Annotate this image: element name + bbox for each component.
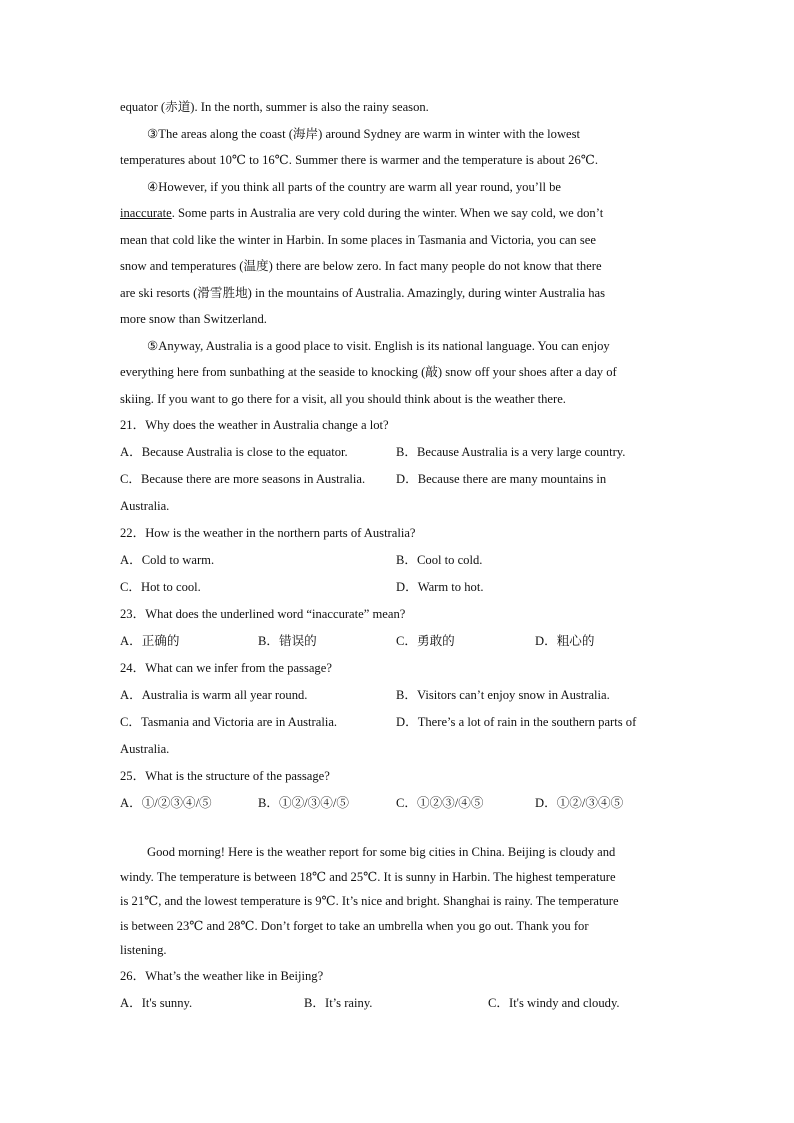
passage-line: everything here from sunbathing at the seaside to knocking (敲) snow off your shoes after a day of <box>120 365 617 379</box>
option-a: A．Australia is warm all year round. <box>120 688 308 702</box>
option-a: A．①/②③④/⑤ <box>120 796 212 810</box>
option-d-continuation: Australia. <box>120 742 170 756</box>
option-d: D．Warm to hot. <box>396 580 484 594</box>
question-stem: 21．Why does the weather in Australia change a lot? <box>120 418 389 432</box>
option-c: C．Because there are more seasons in Australia. <box>120 472 366 486</box>
options-row <box>120 574 676 601</box>
passage-line: more snow than Switzerland. <box>120 312 267 326</box>
option-b: B．①②/③④/⑤ <box>258 796 349 810</box>
option-c: C．Hot to cool. <box>120 580 201 594</box>
passage-2 <box>120 840 676 963</box>
question-stem: 26．What’s the weather like in Beijing? <box>120 968 324 983</box>
question-22 <box>120 520 676 601</box>
passage-line: windy. The temperature is between 18℃ and 25℃. It is sunny in Harbin. The highest temperature <box>120 869 616 884</box>
options-row <box>120 682 676 709</box>
options-row <box>120 439 676 466</box>
option-a: A．Because Australia is close to the equator. <box>120 445 348 459</box>
passage-line: ④However, if you think all parts of the country are warm all year round, you’ll be <box>147 179 562 194</box>
options-row <box>120 790 676 817</box>
option-c: C．It's windy and cloudy. <box>488 995 620 1010</box>
question-stem: 22．How is the weather in the northern parts of Australia? <box>120 526 416 540</box>
passage-line: mean that cold like the winter in Harbin. In some places in Tasmania and Victoria, you can see <box>120 232 596 247</box>
question-23 <box>120 601 676 655</box>
question-26 <box>120 963 676 1017</box>
passage-line <box>120 200 676 227</box>
passage-line: listening. <box>120 943 167 957</box>
option-a: A．It's sunny. <box>120 995 193 1010</box>
question-25 <box>120 763 676 817</box>
content <box>120 94 676 1017</box>
passage-line: are ski resorts (滑雪胜地) in the mountains of Australia. Amazingly, during winter Australia has <box>120 285 605 300</box>
passage-line: temperatures about 10℃ to 16℃. Summer there is warmer and the temperature is about 26℃. <box>120 153 599 167</box>
passage-line: ⑤Anyway, Australia is a good place to visit. English is its national language. You can enjoy <box>147 338 610 353</box>
option-d-continuation: Australia. <box>120 499 170 513</box>
options-row <box>120 466 676 493</box>
passage-line: is 21℃, and the lowest temperature is 9℃. It’s nice and bright. Shanghai is rainy. The temperature <box>120 894 619 908</box>
option-c: C．Tasmania and Victoria are in Australia. <box>120 715 338 729</box>
passage-1 <box>120 94 676 412</box>
question-stem: 25．What is the structure of the passage? <box>120 769 330 783</box>
option-a: A．Cold to warm. <box>120 553 215 567</box>
passage-line: skiing. If you want to go there for a visit, all you should think about is the weather there. <box>120 391 566 406</box>
option-b: B．错误的 <box>258 634 317 648</box>
question-24 <box>120 655 676 763</box>
passage-line-rest: . Some parts in Australia are very cold during the winter. When we say cold, we don’t <box>171 206 604 220</box>
passage-line: snow and temperatures (温度) there are below zero. In fact many people do not know that there <box>120 259 602 273</box>
option-b: B．Cool to cold. <box>396 553 483 567</box>
passage-line: Good morning! Here is the weather report for some big cities in China. Beijing is cloudy and <box>147 845 616 859</box>
option-b: B．Because Australia is a very large country. <box>396 445 626 459</box>
option-b: B．Visitors can’t enjoy snow in Australia. <box>396 688 610 702</box>
options-row <box>120 709 676 736</box>
passage-line: ③The areas along the coast (海岸) around Sydney are warm in winter with the lowest <box>147 126 581 141</box>
option-d: D．There’s a lot of rain in the southern parts of <box>396 715 637 729</box>
question-stem: 23．What does the underlined word “inaccurate” mean? <box>120 607 406 621</box>
option-b: B．It’s rainy. <box>304 995 373 1010</box>
passage-line: equator (赤道). In the north, summer is also the rainy season. <box>120 100 429 114</box>
section-spacer <box>120 817 676 840</box>
underlined-word: inaccurate <box>120 206 172 220</box>
option-c: C．①②③/④⑤ <box>396 796 484 810</box>
passage-line: is between 23℃ and 28℃. Don’t forget to take an umbrella when you go out. Thank you for <box>120 918 589 933</box>
option-a: A．正确的 <box>120 634 180 648</box>
options-row <box>120 547 676 574</box>
option-d: D．①②/③④⑤ <box>535 796 624 810</box>
option-d: D．Because there are many mountains in <box>396 472 607 486</box>
options-row <box>120 990 676 1017</box>
question-stem: 24．What can we infer from the passage? <box>120 661 332 675</box>
option-c: C．勇敢的 <box>396 634 455 648</box>
options-row <box>120 628 676 655</box>
question-21 <box>120 412 676 520</box>
option-d: D．粗心的 <box>535 634 595 648</box>
